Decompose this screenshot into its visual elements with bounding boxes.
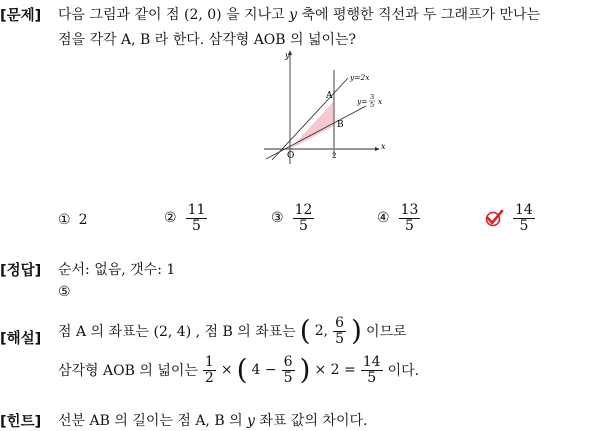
hint-text-b: 좌표 값의 차이다.: [259, 413, 368, 429]
paren-open-1: (: [299, 314, 311, 348]
choice-2-fraction: [186, 203, 208, 233]
tick-2-label: 2: [332, 152, 337, 160]
hint-label: [힌트]: [0, 414, 42, 430]
explanation-inner-den: 5: [283, 369, 293, 386]
choice-2-marker: ②: [164, 210, 177, 227]
answer-value: ⑤: [58, 284, 71, 300]
choice-1-marker: ①: [58, 212, 71, 228]
point-a-label: A: [326, 91, 333, 101]
line-y-2x-label: y=2x: [350, 73, 370, 82]
paren-close-1: ): [351, 314, 362, 348]
choice-3-marker: ③: [271, 210, 284, 227]
explanation-half-den: 2: [204, 369, 214, 386]
explanation-l1-end: 이므로: [365, 324, 407, 341]
explanation-l1-coord: 2,: [314, 323, 329, 340]
problem-line-1: [58, 4, 540, 24]
hint-var-y: y: [247, 413, 255, 429]
hint-text: [58, 410, 367, 430]
problem-text-1b: 축에 평행한 직선과 두 그래프가 만나는: [297, 7, 541, 23]
graph-figure: [254, 46, 394, 166]
y-axis-label: y: [285, 51, 290, 60]
line-y-3-5x-label-left: y=: [357, 97, 368, 106]
explanation-label: [해설]: [0, 331, 42, 347]
triangle-aob: [290, 101, 334, 149]
explanation-l1-num: 6: [335, 315, 344, 331]
explanation-l1-fraction: [333, 316, 346, 346]
choice-5-num: 14: [515, 202, 533, 218]
explanation-inner-num: 6: [283, 354, 293, 370]
choice-4[interactable]: [377, 203, 421, 233]
explanation-times: ×: [220, 362, 233, 379]
explanation-result: [361, 355, 383, 385]
choice-2-den: 5: [192, 217, 201, 234]
choice-1-text: 2: [78, 212, 88, 228]
choice-2[interactable]: [164, 203, 208, 233]
explanation-line-2: [58, 355, 419, 385]
explanation-half: [203, 355, 216, 385]
problem-text-1a: 다음 그림과 같이 점 (2, 0) 을 지나고: [58, 7, 285, 23]
choice-4-num: 13: [400, 202, 419, 218]
x-axis-label: x: [381, 142, 386, 151]
line-y-3-5x: [266, 106, 366, 159]
explanation-line-1: [58, 316, 407, 346]
choice-3-num: 12: [294, 202, 313, 218]
choice-4-den: 5: [405, 217, 414, 234]
point-b-label: B: [337, 120, 344, 130]
choice-4-fraction: [399, 203, 421, 233]
choice-3-den: 5: [299, 217, 308, 234]
choice-3[interactable]: [271, 203, 315, 233]
line-y-3-5x-var: x: [378, 97, 383, 106]
choice-3-fraction: [293, 203, 315, 233]
explanation-half-num: 1: [204, 354, 214, 370]
paren-open-2: (: [236, 353, 248, 387]
explanation-l2-text: 삼각형 AOB 의 넓이는: [58, 363, 198, 380]
choice-5[interactable]: [484, 203, 536, 233]
line-y-3-5x-den: 5: [370, 101, 375, 109]
origin-label: O: [287, 151, 295, 161]
answer-text: 순서: 없음, 갯수: 1: [58, 262, 176, 278]
explanation-inner-fraction: [282, 355, 295, 385]
explanation-inner: 4 −: [251, 362, 277, 379]
choice-2-num: 11: [187, 202, 206, 218]
choice-5-den: 5: [519, 217, 529, 234]
hint-text-a: 선분 AB 의 길이는 점 A, B 의: [58, 413, 243, 429]
explanation-l1-den: 5: [335, 330, 344, 347]
explanation-l1-text: 점 A 의 좌표는 (2, 4) , 점 B 의 좌표는: [58, 324, 296, 341]
problem-line-2: 점을 각각 A, B 라 한다. 삼각형 AOB 의 넓이는?: [58, 32, 357, 48]
paren-close-2: ): [299, 353, 311, 387]
explanation-end: 이다.: [387, 363, 420, 380]
line-y-2x: [272, 78, 348, 160]
checkmark-icon: [484, 209, 504, 227]
choice-1[interactable]: [58, 212, 87, 228]
line-y-3-5x-num: 3: [370, 93, 375, 101]
x-axis-arrow: [375, 147, 380, 151]
choice-4-marker: ④: [377, 210, 390, 227]
explanation-result-den: 5: [367, 369, 377, 386]
answer-label: [정답]: [0, 263, 42, 279]
problem-label: [문제]: [0, 8, 42, 24]
problem-var-y: y: [289, 7, 298, 23]
explanation-rest: × 2 =: [314, 362, 356, 379]
explanation-result-num: 14: [362, 354, 381, 370]
choice-5-fraction: [513, 203, 535, 233]
